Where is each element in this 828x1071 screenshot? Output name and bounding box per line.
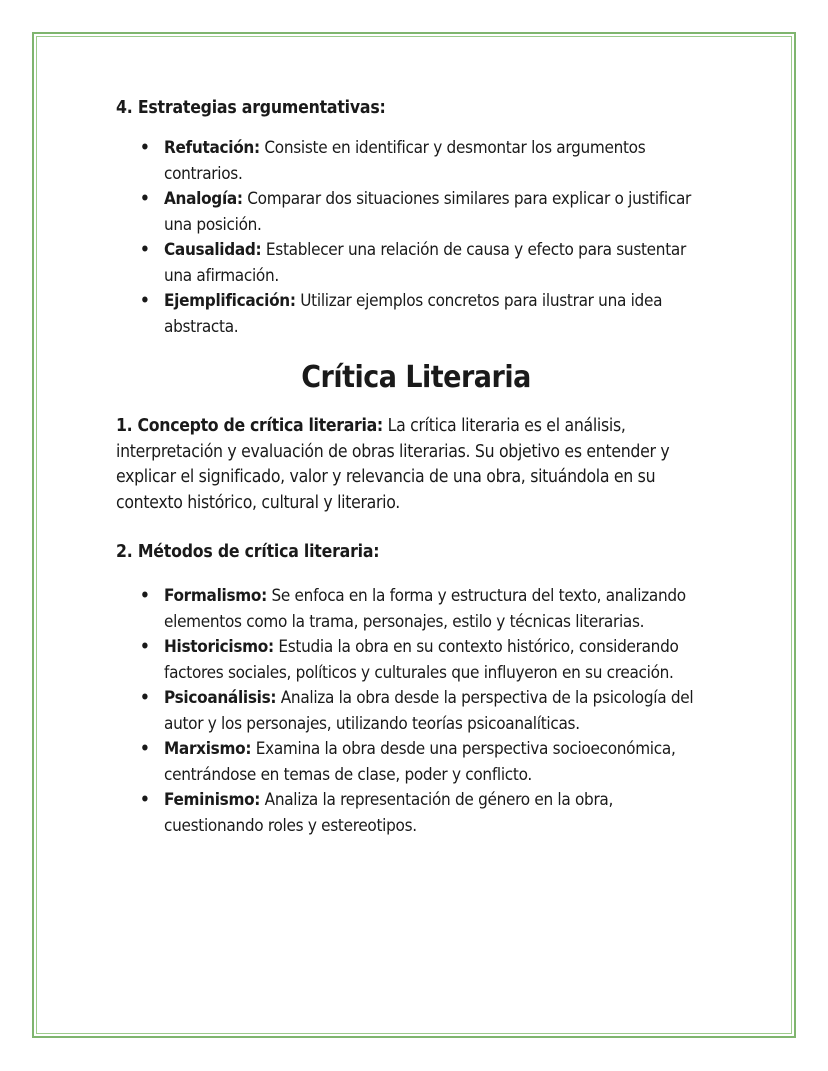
list-item [164,238,716,289]
term-description: Examina la obra desde una perspectiva socioeconómica, centrándose en temas de clase, poder y conflicto. [164,739,676,785]
term-label: Analogía: [164,189,243,209]
term-description: Comparar dos situaciones similares para explicar o justificar una posición. [164,189,691,235]
term-label: Causalidad: [164,240,262,260]
list-item [164,289,716,340]
strategies-heading: 4. Estrategias argumentativas: [116,98,386,118]
term-label: Marxismo: [164,739,252,759]
list-item [164,136,716,187]
list-item [164,788,716,839]
term-description: Estudia la obra en su contexto histórico, considerando factores sociales, políticos y culturales que influyeron en su creación. [164,637,679,683]
term-description: Se enfoca en la forma y estructura del texto, analizando elementos como la trama, personajes, estilo y técnicas literarias. [164,586,686,632]
term-description: Analiza la obra desde la perspectiva de la psicología del autor y los personajes, utilizando teorías psicoanalíticas. [164,688,694,734]
methods-list [116,584,716,839]
term-description: Establecer una relación de causa y efecto para sustentar una afirmación. [164,240,686,286]
term-label: Ejemplificación: [164,291,296,311]
term-description: Utilizar ejemplos concretos para ilustrar una idea abstracta. [164,291,663,337]
concept-term: 1. Concepto de crítica literaria: [116,416,383,436]
term-label: Refutación: [164,138,260,158]
document-content [116,96,716,839]
term-description: Consiste en identificar y desmontar los argumentos contrarios. [164,138,646,184]
term-label: Feminismo: [164,790,261,810]
list-item [164,686,716,737]
list-item [164,635,716,686]
term-label: Psicoanálisis: [164,688,277,708]
term-label: Formalismo: [164,586,267,606]
concept-text: La crítica literaria es el análisis, interpretación y evaluación de obras literarias. Su objetivo es entender y explicar el significado, valor y relevancia de una obra, situándola en su contexto histórico, cultural y literario. [116,416,670,513]
list-item [164,584,716,635]
page-title: Crítica Literaria [301,360,531,395]
list-item [164,737,716,788]
strategies-list [116,136,716,340]
concept-paragraph [116,414,716,516]
term-description: Analiza la representación de género en la obra, cuestionando roles y estereotipos. [164,790,614,836]
list-item [164,187,716,238]
methods-heading: 2. Métodos de crítica literaria: [116,542,380,562]
term-label: Historicismo: [164,637,274,657]
